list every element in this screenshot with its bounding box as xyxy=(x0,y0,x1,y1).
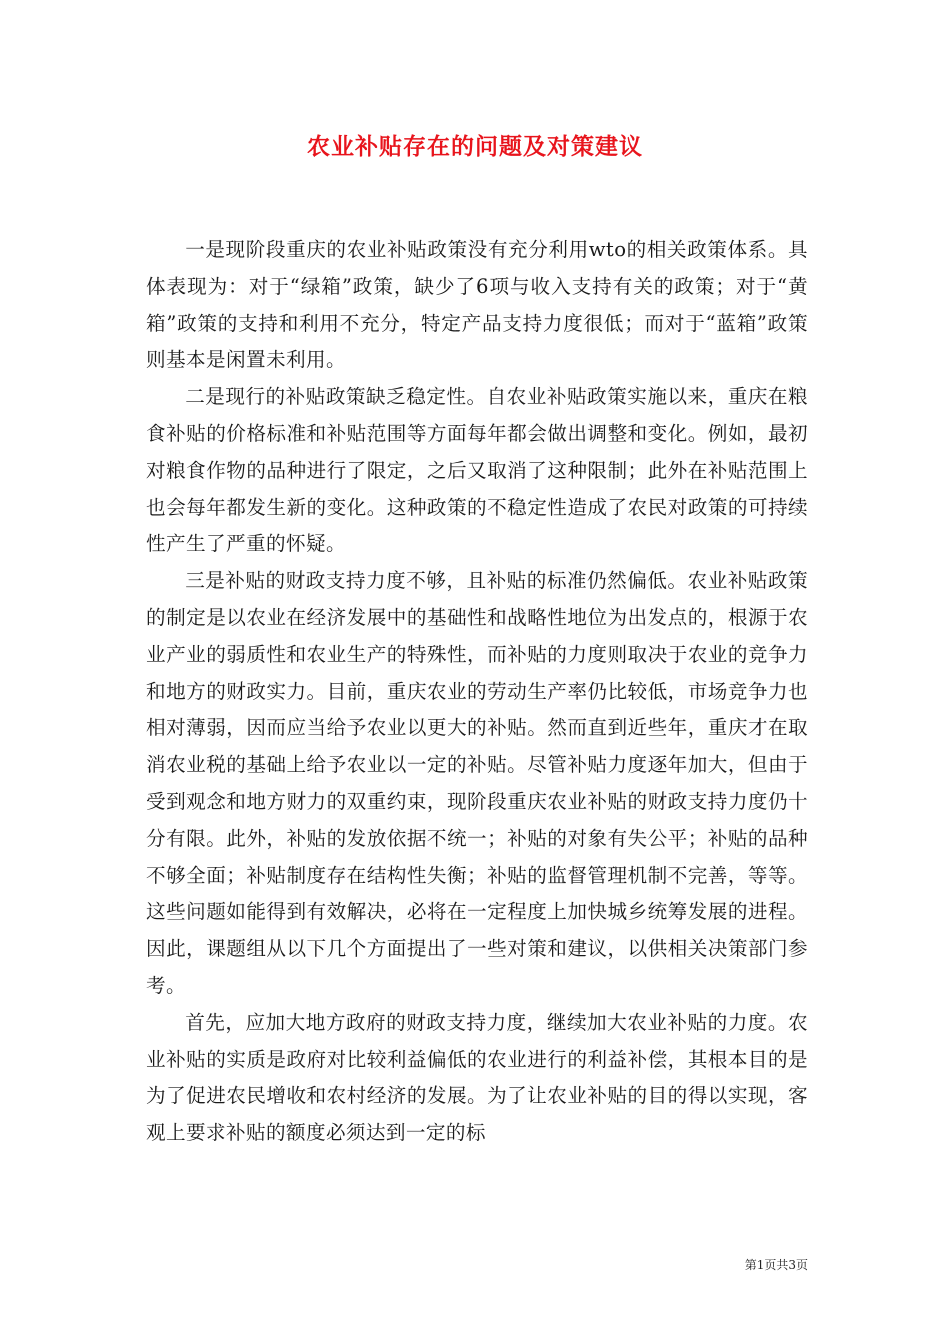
document-body xyxy=(146,232,808,1152)
paragraph-2: 二是现行的补贴政策缺乏稳定性。自农业补贴政策实施以来，重庆在粮食补贴的价格标准和补贴范围等方面每年都会做出调整和变化。例如，最初对粮食作物的品种进行了限定，之后又取消了这种限制；此外在补贴范围上也会每年都发生新的变化。这种政策的不稳定性造成了农民对政策的可持续性产生了严重的怀疑。 xyxy=(146,385,808,556)
document-title: 农业补贴存在的问题及对策建议 xyxy=(307,133,643,160)
paragraph-4: 首先，应加大地方政府的财政支持力度，继续加大农业补贴的力度。农业补贴的实质是政府对比较利益偏低的农业进行的利益补偿，其根本目的是为了促进农民增收和农村经济的发展。为了让农业补贴的目的得以实现，客观上要求补贴的额度必须达到一定的标 xyxy=(146,1010,808,1145)
paragraph-1: 一是现阶段重庆的农业补贴政策没有充分利用wto的相关政策体系。具体表现为：对于“绿箱”政策，缺少了6项与收入支持有关的政策；对于“黄箱”政策的支持和利用不充分，特定产品支持力度很低；而对于“蓝箱”政策则基本是闲置未利用。 xyxy=(146,238,808,372)
page-number: 第1页共3页 xyxy=(744,1258,808,1272)
paragraph-3: 三是补贴的财政支持力度不够，且补贴的标准仍然偏低。农业补贴政策的制定是以农业在经济发展中的基础性和战略性地位为出发点的，根源于农业产业的弱质性和农业生产的特殊性，而补贴的力度则取决于农业的竞争力和地方的财政实力。目前，重庆农业的劳动生产率仍比较低，市场竞争力也相对薄弱，因而应当给予农业以更大的补贴。然而直到近些年，重庆才在取消农业税的基础上给予农业以一定的补贴。尽管补贴力度逐年加大，但由于受到观念和地方财力的双重约束，现阶段重庆农业补贴的财政支持力度仍十分有限。此外，补贴的发放依据不统一；补贴的对象有失公平；补贴的品种不够全面；补贴制度存在结构性失衡；补贴的监督管理机制不完善，等等。这些问题如能得到有效解决，必将在一定程度上加快城乡统筹发展的进程。因此，课题组从以下几个方面提出了一些对策和建议，以供相关决策部门参考。 xyxy=(146,569,808,997)
